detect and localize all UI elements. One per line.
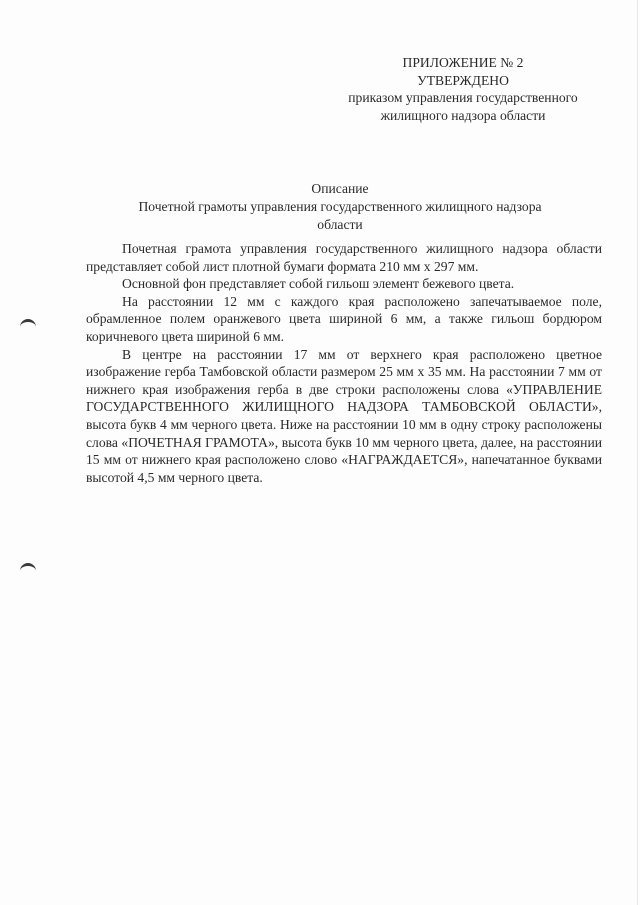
- approval-header: [300, 54, 626, 124]
- approved-label: УТВЕРЖДЕНО: [417, 72, 509, 88]
- title-line-1: Почетной грамоты управления государственного жилищного надзора: [138, 199, 542, 214]
- page-edge-line: [637, 0, 638, 905]
- order-line-1: приказом управления государственного: [348, 90, 578, 105]
- appendix-number: ПРИЛОЖЕНИЕ № 2: [402, 55, 524, 70]
- paragraph: В центре на расстоянии 17 мм от верхнего края расположено цветное изображение герба Тамбовской области размером 25 мм х 35 мм. На расстоянии 7 мм от нижнего края изображения герба в две строки расположены слова «УПРАВЛЕНИЕ ГОСУДАРСТВЕННОГО ЖИЛИЩНОГО НАДЗОРА ТАМБОВСКОЙ ОБЛАСТИ», высота букв 4 мм черного цвета. Ниже на расстоянии 10 мм в одну строку расположены слова «ПОЧЕТНАЯ ГРАМОТА», высота букв 10 мм черного цвета, далее, на расстоянии 15 мм от нижнего края расположено слово «НАГРАЖДАЕТСЯ», напечатанное буквами высотой 4,5 мм черного цвета.: [86, 346, 602, 485]
- title-line-2: области: [317, 217, 363, 232]
- punch-hole-mark: [20, 563, 36, 576]
- title-heading: Описание: [311, 181, 369, 196]
- paragraph: Основной фон представляет собой гильош элемент бежевого цвета.: [122, 276, 515, 292]
- paragraph: Почетная грамота управления государственного жилищного надзора области представляет собой лист плотной бумаги формата 210 мм х 297 мм.: [86, 241, 602, 274]
- document-title: [100, 180, 580, 234]
- order-line-2: жилищного надзора области: [380, 107, 546, 123]
- paragraph: На расстоянии 12 мм с каждого края расположено запечатываемое поле, обрамленное полем оранжевого цвета шириной 6 мм, а также гильош бордюром коричневого цвета шириной 6 мм.: [86, 293, 602, 344]
- document-body: [86, 240, 602, 486]
- punch-hole-mark: [20, 319, 36, 332]
